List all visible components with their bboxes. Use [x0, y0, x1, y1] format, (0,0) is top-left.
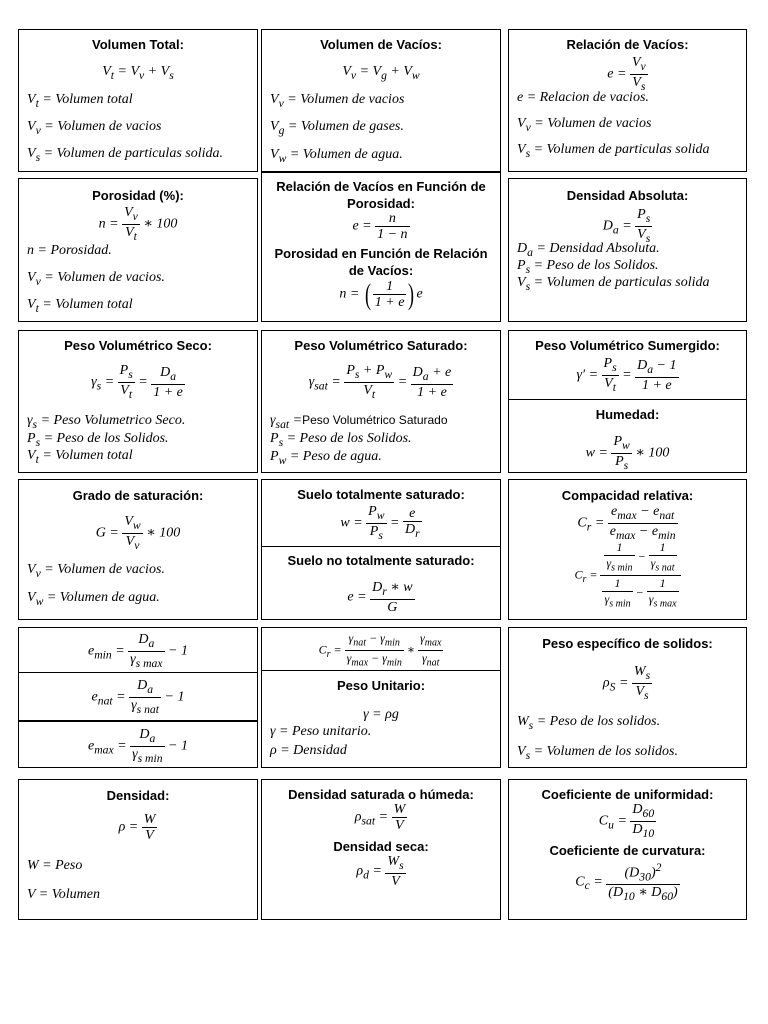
legend-gs: $\gamma_s$ = Peso Volumetrico Seco.	[27, 413, 186, 431]
legend-ps: $P_s$ = Peso de los Solidos.	[270, 431, 412, 449]
card-suelo-saturacion	[261, 479, 501, 620]
card-title: Peso Unitario:	[336, 678, 426, 693]
divider-thick	[19, 720, 257, 722]
card-compacidad-relativa	[508, 479, 747, 620]
card-title: Grado de saturación:	[72, 488, 204, 503]
legend-e: e = Relacion de vacios.	[517, 90, 649, 105]
card-title: Peso Volumétrico Seco:	[64, 338, 212, 353]
card-cr-unitario	[261, 627, 501, 768]
divider	[19, 672, 257, 673]
card-peso-vol-seco	[18, 330, 258, 473]
formula-e-n: e = $\frac{n}{1 - n}$	[352, 211, 408, 242]
legend-vs: $V_s$ = Volumen de particulas solida.	[27, 146, 223, 164]
formula: $C_r$ = $\gamma_{nat} - \gamma_{min}$ $\gamma_{max} - \gamma_{min}$ ∗ $\gamma_{max}$ $\gamma_{nat}$	[318, 631, 442, 669]
card-title: Densidad Absoluta:	[566, 188, 689, 203]
card-subtitle: Coeficiente de curvatura:	[549, 843, 706, 858]
formula-gamma: $C_r$ = 1 $\gamma_{s min}$ − 1 $\gamma_{s nat}$ 1 $\gamma_{s min}$ − 1 $\gamma_{s max}$	[509, 540, 746, 612]
legend-vv: $V_v$ = Volumen de vacios	[27, 119, 162, 137]
card-title: Coeficiente de uniformidad:	[541, 787, 714, 802]
card-title: Porosidad (%):	[92, 188, 184, 203]
formula-sat: $\rho_{sat}$ = $\frac{W}{V}$	[354, 802, 406, 833]
card-title: Compacidad relativa:	[561, 488, 694, 503]
card-title: Volumen de Vacíos:	[320, 37, 442, 52]
card-sumergido-humedad	[508, 330, 747, 473]
legend-gamma: γ = Peso unitario.	[270, 724, 372, 739]
card-e-relaciones	[18, 627, 258, 768]
formula: ρ = $\frac{W}{V}$	[118, 812, 156, 843]
card-title: Densidad:	[106, 788, 170, 803]
formula-cc: $C_c$ = $\frac{(D_{30})^2}{(D_{10} ∗ D_{60})}$	[575, 861, 678, 904]
formula: w = $\frac{P_w}{P_s}$ = $\frac{e}{D_r}$	[340, 504, 420, 542]
legend-vv: $V_v$ = Volumen de vacios.	[27, 562, 165, 580]
legend-vw: $V_w$ = Volumen de agua.	[27, 590, 160, 608]
legend-vv: $V_v$ = Volumen de vacios	[517, 116, 652, 134]
card-densidad-saturada	[261, 779, 501, 920]
formula-emin: $e_{min}$ = $D_a$ $\gamma_{s max}$ − 1	[87, 632, 188, 670]
formula: γ = ρg	[363, 707, 399, 722]
card-grado-saturacion	[18, 479, 258, 620]
card-subtitle: Porosidad en Función de Relación	[274, 246, 488, 261]
legend-ws: $W_s$ = Peso de los solidos.	[517, 714, 661, 732]
legend-vt: $V_t$ = Volumen total	[27, 448, 133, 466]
card-title: Suelo totalmente saturado:	[297, 487, 465, 502]
legend-pw: $P_w$ = Peso de agua.	[270, 449, 382, 467]
formula-seca: $\rho_d$ = $\frac{W_s}{V}$	[356, 854, 404, 889]
card-porosidad	[18, 178, 258, 322]
legend-ps: $P_s$ = Peso de los Solidos.	[517, 258, 659, 276]
card-title: Densidad saturada o húmeda:	[288, 787, 474, 802]
formula: $\rho_S$ = $\frac{W_s}{V_s}$	[602, 664, 651, 702]
legend-vs: $V_s$ = Volumen de los solidos.	[517, 744, 678, 762]
legend-w: W = Peso	[27, 858, 83, 873]
formula: e = $\frac{V_v}{V_s}$	[607, 55, 646, 93]
legend-vt: $V_t$ = Volumen total	[27, 297, 133, 315]
formula-cu: $C_u$ = $\frac{D_{60}}{D_{10}}$	[598, 802, 655, 840]
card-suelo-no-saturado	[262, 547, 500, 620]
legend-vv: $V_v$ = Volumen de vacios.	[27, 270, 165, 288]
legend-vv: $V_v$ = Volumen de vacios	[270, 92, 405, 110]
card-volumen-total	[18, 29, 258, 172]
formula-enat: $e_{nat}$ = $D_a$ $\gamma_{s nat}$ − 1	[91, 678, 185, 716]
formula: G = $\frac{V_w}{V_v}$ ∗ 100	[95, 514, 181, 552]
formula: $\gamma_s$ = $\frac{P_s}{V_t}$ = $\frac{D_a}{1 + e}$	[91, 363, 183, 401]
formula: n = $\frac{V_v}{V_t}$ ∗ 100	[98, 205, 178, 243]
formula: γ′ = $\frac{P_s}{V_t}$ = $\frac{D_a - 1}{1 + e}$	[576, 356, 677, 394]
card-title: Peso Volumétrico Saturado:	[294, 338, 468, 353]
card-title: Peso específico de solidos:	[542, 636, 713, 651]
formula-emax: $e_{max}$ = $D_a$ $\gamma_{s min}$ − 1	[87, 727, 188, 765]
card-peso-vol-sumergido	[509, 331, 746, 399]
card-title: Volumen Total:	[92, 37, 184, 52]
formula: $\gamma_{sat}$ = $\frac{P_s + P_w}{V_t}$ = $\frac{D_a + e}{1 + e}$	[308, 363, 452, 401]
legend-da: $D_a$ = Densidad Absoluta.	[517, 241, 660, 259]
card-coeficientes	[508, 779, 747, 920]
legend-rho: ρ = Densidad	[270, 743, 347, 758]
formula: e = $\frac{D_r ∗ w}{G}$	[347, 580, 413, 615]
legend-vs: $V_s$ = Volumen de particulas solida	[517, 142, 710, 160]
card-relacion-vacios	[508, 29, 747, 172]
card-title: Suelo no totalmente saturado:	[287, 553, 475, 568]
card-subtitle: Densidad seca:	[333, 839, 429, 854]
legend-n: n = Porosidad.	[27, 243, 112, 258]
card-suelo-saturado	[262, 480, 500, 546]
legend-ps: $P_s$ = Peso de los Solidos.	[27, 431, 169, 449]
card-peso-unitario	[262, 671, 500, 768]
card-volumen-vacios	[261, 29, 501, 172]
legend-vs: $V_s$ = Volumen de particulas solida	[517, 275, 710, 293]
card-humedad	[509, 400, 746, 473]
card-peso-especifico	[508, 627, 747, 768]
card-title: Relación de Vacíos en Función de	[276, 179, 486, 194]
legend-gsat-text: Peso Volumétrico Saturado	[302, 413, 448, 427]
legend-vg: $V_g$ = Volumen de gases.	[270, 119, 404, 137]
formula-n-e: n = ( $\frac{1}{1 + e}$ ) e	[339, 277, 423, 311]
legend-gsat: $\gamma_{sat}$ =Peso Volumétrico Saturado	[270, 413, 448, 431]
card-title: Peso Volumétrico Sumergido:	[535, 338, 720, 353]
card-relacion-vacios-funcion	[261, 172, 501, 322]
card-densidad-absoluta	[508, 178, 747, 322]
formula: w = $\frac{P_w}{P_s}$ ∗ 100	[585, 434, 670, 472]
card-cr-gamma	[262, 628, 500, 670]
formula: $V_v = V_g + V_w$	[342, 64, 420, 82]
legend-vw: $V_w$ = Volumen de agua.	[270, 147, 403, 165]
card-densidad	[18, 779, 258, 920]
card-subtitle-cont: de Vacíos:	[348, 263, 414, 278]
formula: $D_a$ = $\frac{P_s}{V_s}$	[602, 207, 651, 245]
card-title: Relación de Vacíos:	[566, 37, 689, 52]
formula: $V_t = V_v + V_s$	[102, 64, 174, 82]
card-title-cont: Porosidad:	[347, 196, 415, 211]
legend-vt: $V_t$ = Volumen total	[27, 92, 133, 110]
formula-e: $C_r$ = $e_{max} - e_{nat}$ $e_{max} - e_{min}$	[577, 504, 676, 542]
legend-v: V = Volumen	[27, 887, 100, 902]
card-peso-vol-saturado	[261, 330, 501, 473]
card-title: Humedad:	[595, 407, 660, 422]
